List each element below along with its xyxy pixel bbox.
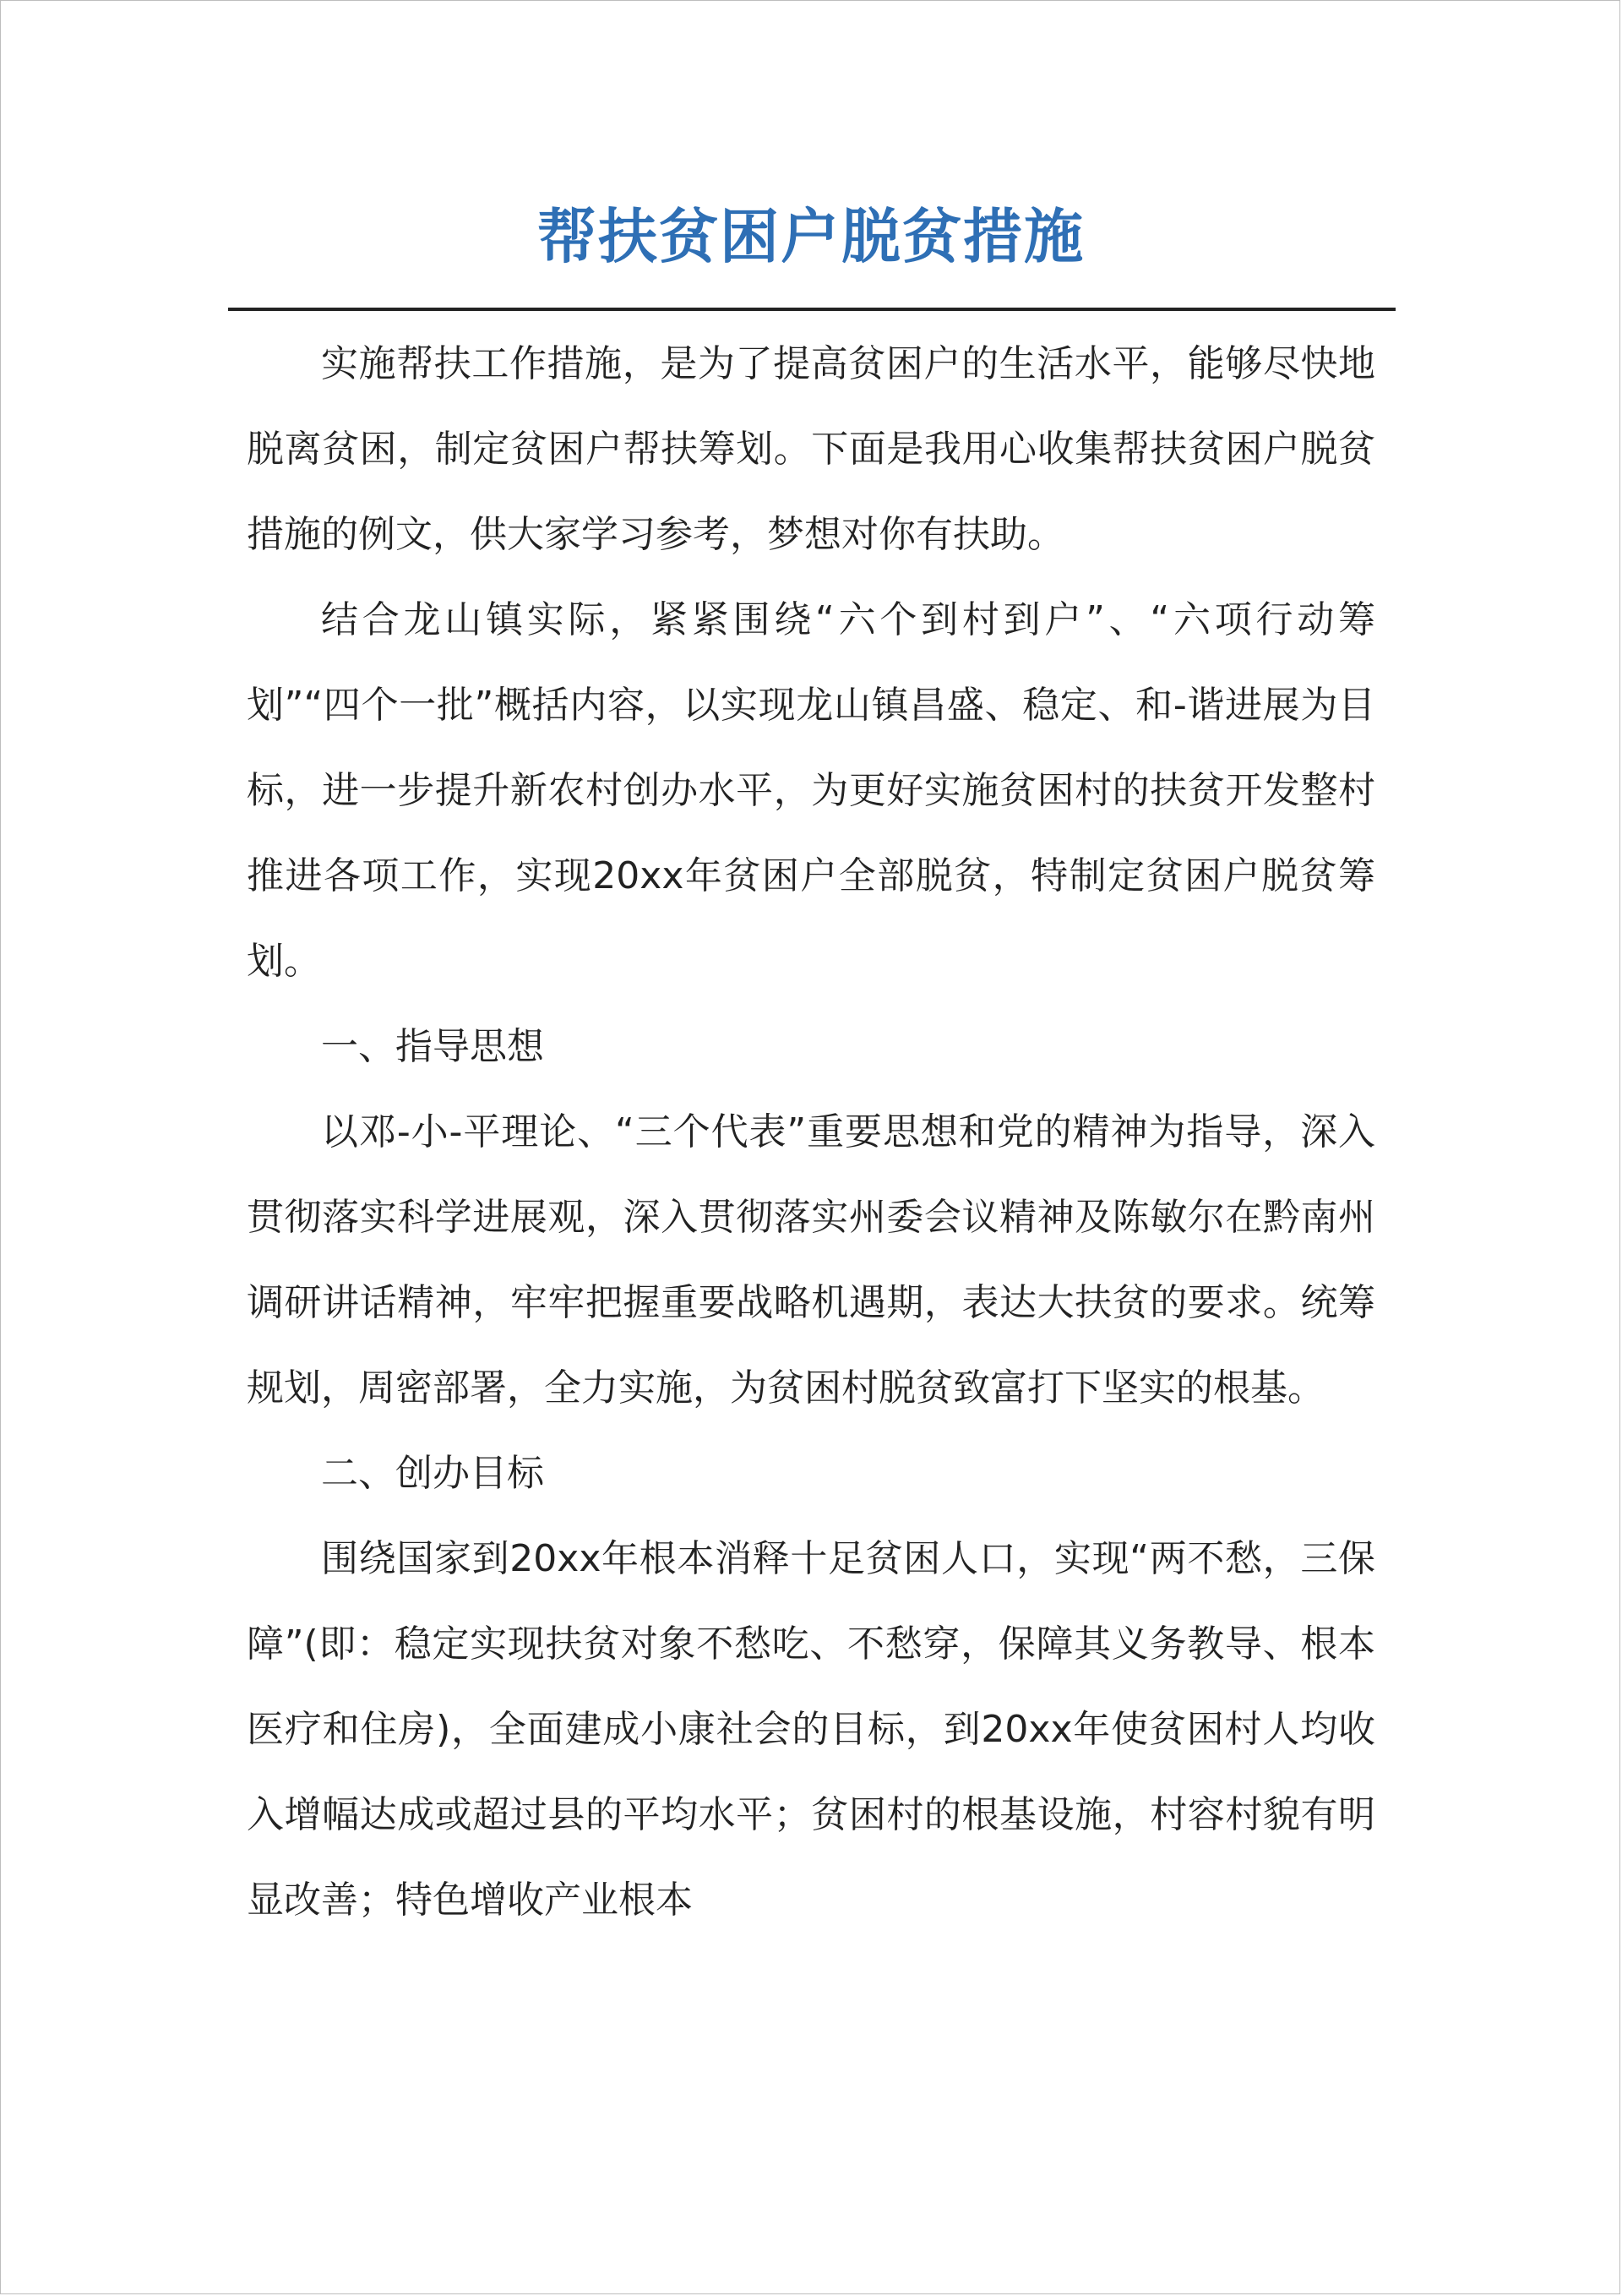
section-heading-guiding-thought: 一、指导思想 [321, 1025, 544, 1068]
title-divider [228, 308, 1396, 311]
paragraph-guiding-thought: 以邓-小-平理论、“三个代表”重要思想和党的精神为指导，深入贯彻落实科学进展观，深入贯彻落实州委会议精神及陈敏尔在黔南州调研讲话精神，牢牢把握重要战略机遇期，表达大扶贫的要求。统筹规划，周密部署，全力实施，为贫困村脱贫致富打下坚实的根基。 [247, 1110, 1375, 1410]
document-title: 帮扶贫困户脱贫措施 [537, 201, 1085, 271]
paragraph-intro: 实施帮扶工作措施，是为了提高贫困户的生活水平，能够尽快地脱离贫困，制定贫困户帮扶筹划。下面是我用心收集帮扶贫困户脱贫措施的例文，供大家学习参考，梦想对你有扶助。 [247, 342, 1375, 556]
document-body [247, 321, 1375, 1943]
paragraph-background: 结合龙山镇实际，紧紧围绕“六个到村到户”、“六项行动筹划”“四个一批”概括内容，以实现龙山镇昌盛、稳定、和-谐进展为目标，进一步提升新农村创办水平，为更好实施贫困村的扶贫开发整村推进各项工作，实现20xx年贫困户全部脱贫，特制定贫困户脱贫筹划。 [247, 598, 1375, 983]
paragraph-goals: 围绕国家到20xx年根本消释十足贫困人口，实现“两不愁，三保障”(即：稳定实现扶贫对象不愁吃、不愁穿，保障其义务教导、根本医疗和住房)，全面建成小康社会的目标，到20xx年使贫困村人均收入增幅达成或超过县的平均水平；贫困村的根基设施，村容村貌有明显改善；特色增收产业根本 [247, 1537, 1375, 1922]
section-heading-goals: 二、创办目标 [321, 1452, 544, 1495]
